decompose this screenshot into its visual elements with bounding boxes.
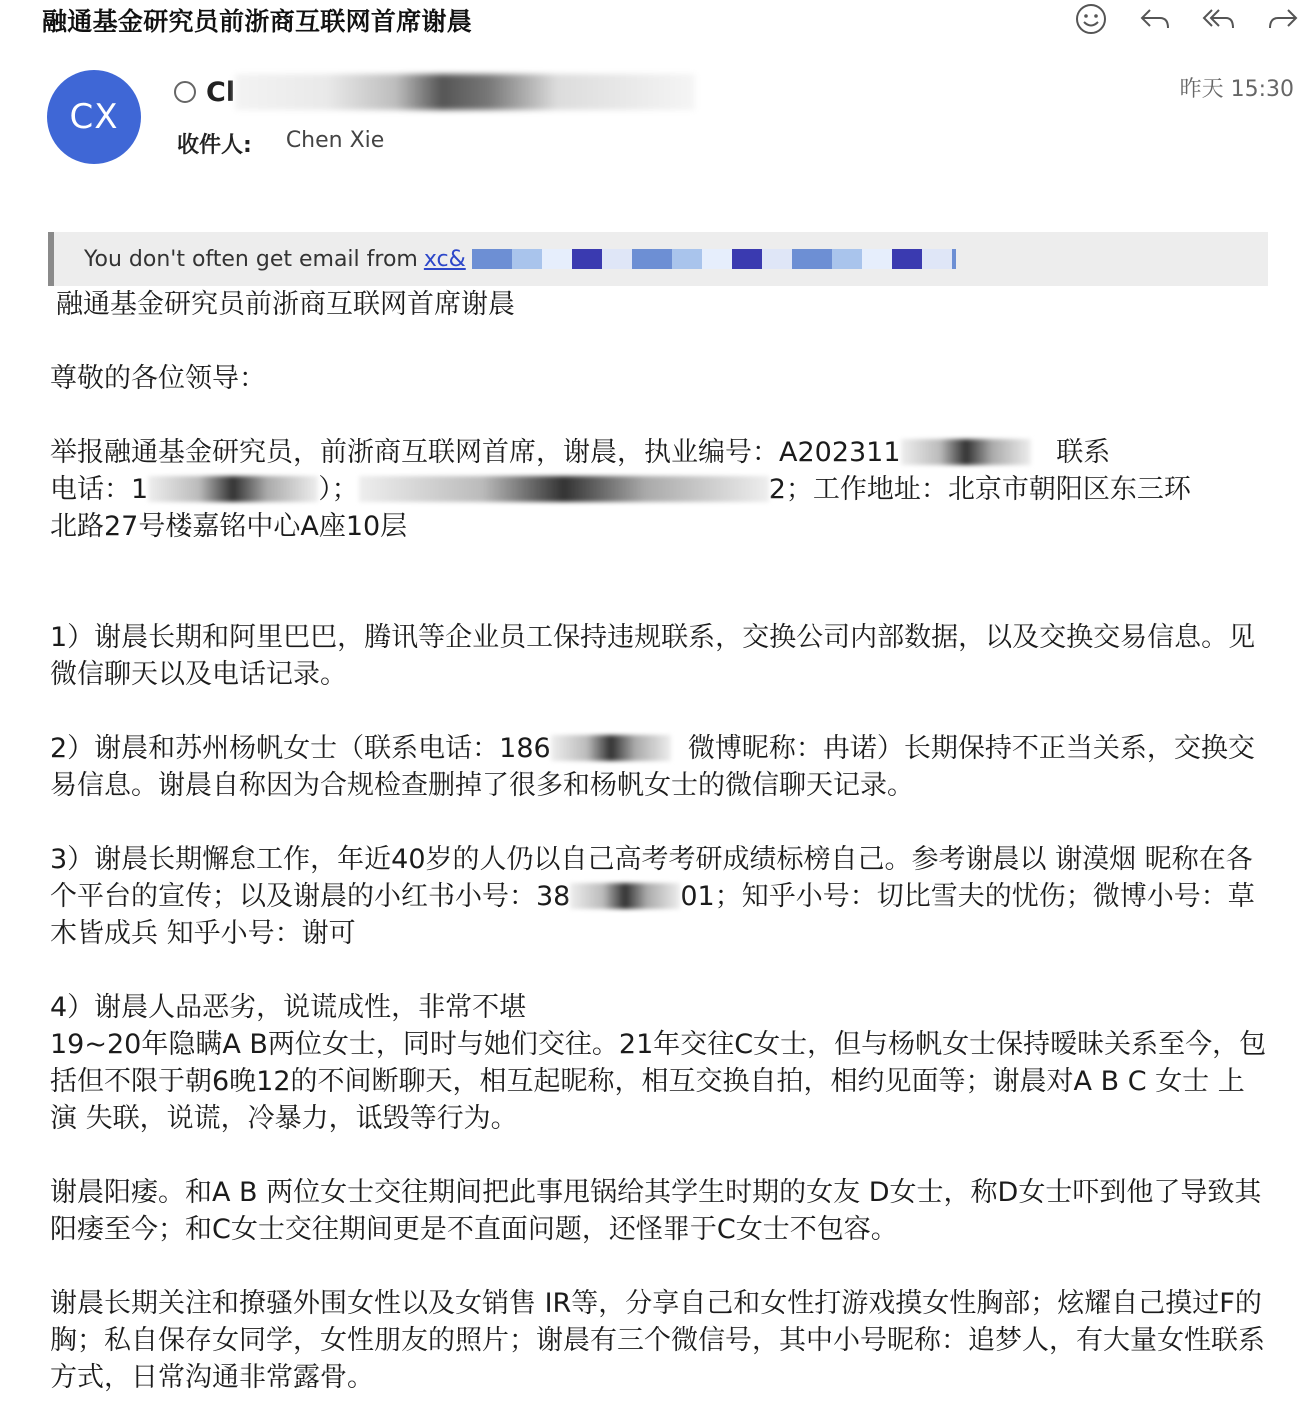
banner-link[interactable]: xc& [423,246,466,272]
sender-name[interactable]: Cl [206,76,236,108]
paragraph-5: 谢晨阳痿。和A B 两位女士交往期间把此事甩锅给其学生时期的女友 D女士，称D女士吓到他了导致其阳痿至今；和C女士交往期间更是不直面问题，还怪罪于C女士不包容。 [50,1177,1262,1245]
item-3-text-a: 3）谢晨长期懈怠工作，年近40岁的人仍以自己高考考研成绩标榜自己。参考谢晨以 谢漠烟 昵称在各个平台的宣传；以及谢晨的小红书小号：38 [50,844,1253,912]
external-sender-banner [48,232,1268,286]
redaction [148,476,318,502]
banner-text: You don't often get email from [84,246,418,272]
avatar: CX [47,70,141,164]
item-2-text-a: 2）谢晨和苏州杨帆女士（联系电话：186 [50,733,551,764]
item-4-body: 19~20年隐瞒A B两位女士，同时与她们交往。21年交往C女士，但与杨帆女士保持暧昧关系至今，包括但不限于朝6晚12的不间断聊天，相互起昵称，相互交换自拍，相约见面等；谢晨对A B C 女士 上演 失联，说谎，冷暴力，诋毁等行为。 [50,1029,1267,1134]
report-text-f: 北路27号楼嘉铭中心A座10层 [50,511,408,542]
email-toolbar [1074,2,1300,36]
redaction [551,735,671,761]
recipient-name[interactable]: Chen Xie [285,128,385,153]
report-text-d: ）； [318,474,359,505]
redaction [901,439,1031,465]
reply-icon[interactable] [1138,2,1172,36]
body-title: 融通基金研究员前浙商互联网首席谢晨 [56,289,515,320]
report-text-b: 联系 [1056,437,1111,468]
item-4-title: 4）谢晨人品恶劣，说谎成性，非常不堪 [50,992,527,1023]
reply-all-icon[interactable] [1202,2,1236,36]
report-text-e: 2；工作地址：北京市朝阳区东三环 [768,474,1191,505]
recipient-row [177,128,384,159]
smiley-icon[interactable] [1074,2,1108,36]
sender-row [174,74,695,110]
recipient-label: 收件人: [177,133,252,158]
item-1: 1）谢晨长期和阿里巴巴，腾讯等企业员工保持违规联系，交换公司内部数据，以及交换交易信息。见微信聊天以及电话记录。 [50,622,1256,690]
item-2-text-b: 微博昵称：冉诺）长期保持不正当关系，交换交易信息。谢晨自称因为合规检查删掉了很多和杨帆女士的微信聊天记录。 [50,733,1255,801]
banner-redaction [472,249,956,269]
paragraph-report [50,434,1270,545]
item-3 [50,841,1270,952]
forward-icon[interactable] [1266,2,1300,36]
report-text-c: 电话：1 [50,474,149,505]
timestamp: 昨天 15:30 [1179,77,1294,102]
unread-circle-icon[interactable] [174,81,196,103]
paragraph-6: 谢晨长期关注和撩骚外围女性以及女销售 IR等，分享自己和女性打游戏摸女性胸部；炫耀自己摸过F的胸；私自保存女同学，女性朋友的照片；谢晨有三个微信号，其中小号昵称：追梦人，有大量女性联系方式，日常沟通非常露骨。 [50,1288,1265,1393]
email-subject: 融通基金研究员前浙商互联网首席谢晨 [42,7,473,36]
email-body [50,286,1270,1396]
item-3-text-b: 01；知乎小号：切比雪夫的忧伤；微博小号：草木皆成兵 知乎小号：谢可 [50,881,1255,949]
report-text-a: 举报融通基金研究员，前浙商互联网首席，谢晨，执业编号：A202311 [50,437,901,468]
redaction [570,883,680,909]
item-2 [50,730,1270,804]
greeting: 尊敬的各位领导： [50,363,266,394]
redaction [359,476,769,502]
sender-redaction [235,74,695,110]
